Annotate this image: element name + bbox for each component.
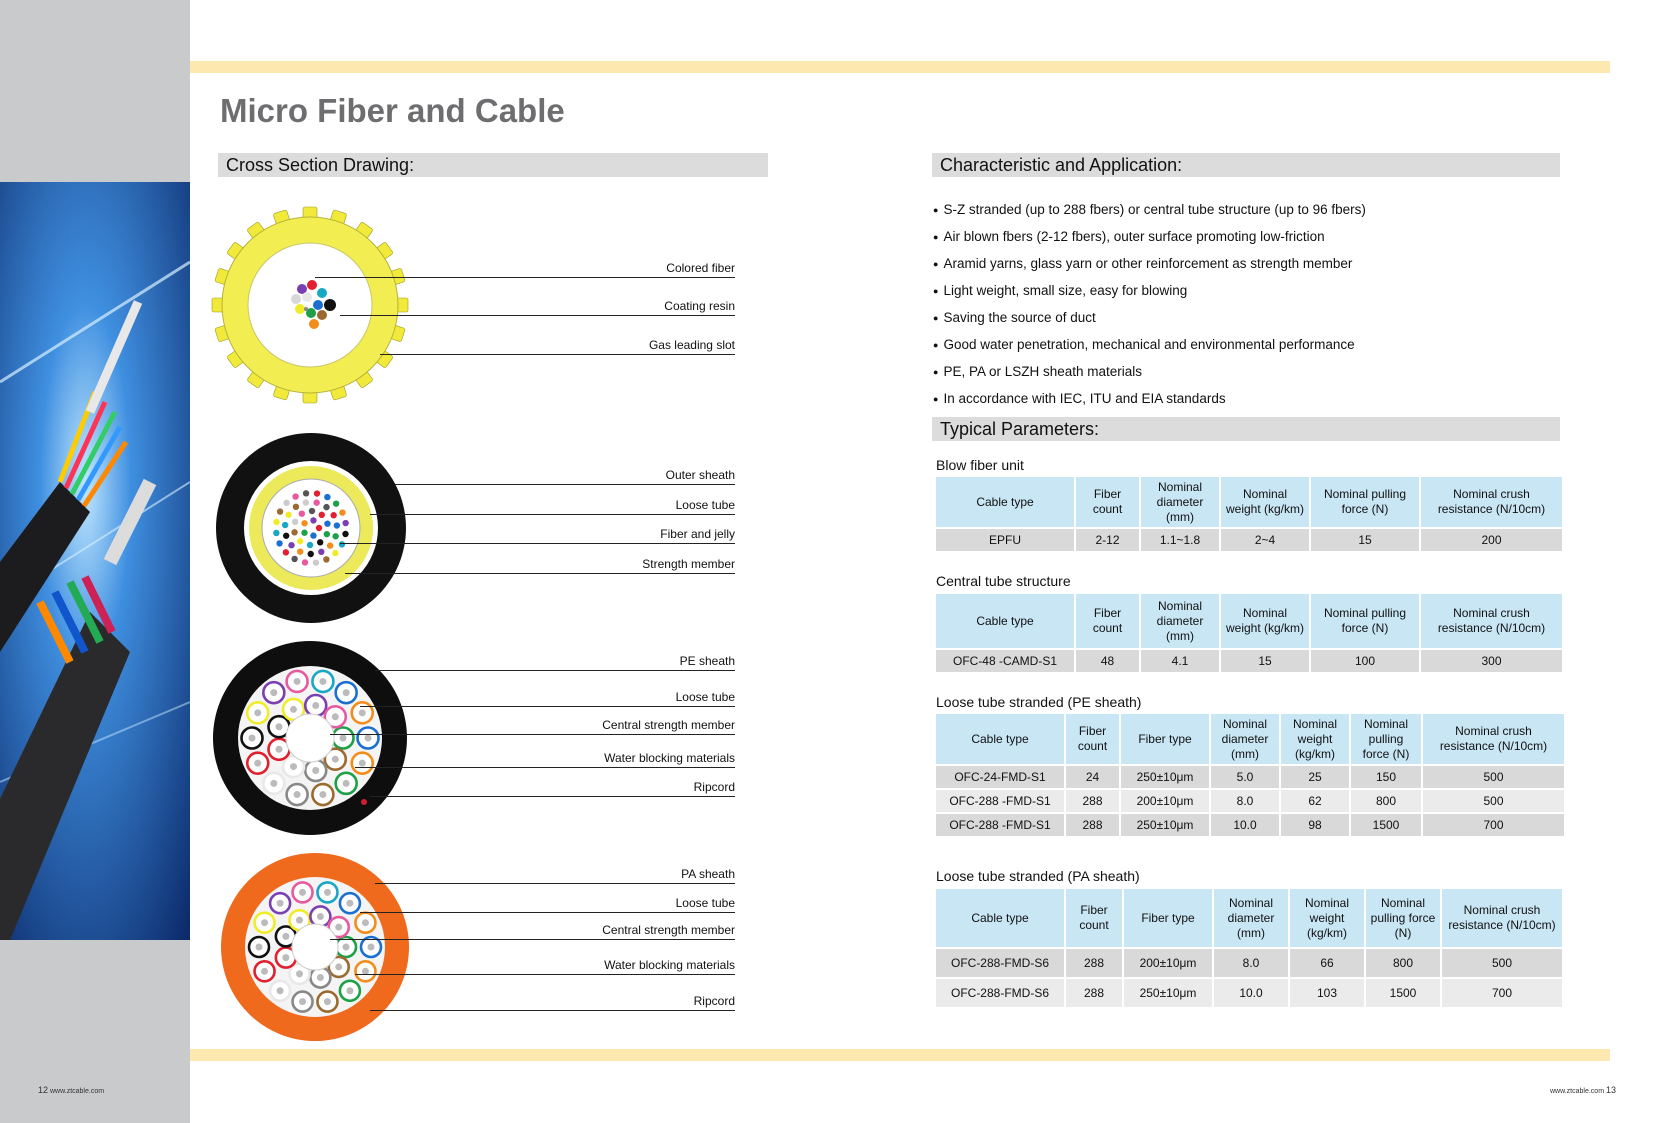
callout-outer-sheath: Outer sheath — [395, 470, 735, 485]
callout-central-strength-member-2: Central strength member — [330, 925, 735, 940]
table-cell: 500 — [1423, 766, 1564, 788]
table-header: Nominal diameter (mm) — [1141, 477, 1219, 527]
table-cell: OFC-288 -FMD-S1 — [936, 814, 1064, 836]
list-item: ● S-Z stranded (up to 288 fbers) or central tube structure (up to 96 fbers) — [933, 197, 1366, 224]
callout-loose-tube-1: Loose tube — [370, 500, 735, 515]
callout-ripcord-1: Ripcord — [370, 782, 735, 797]
table-header: Nominal crush resistance (N/10cm) — [1421, 594, 1562, 648]
top-band — [190, 61, 1610, 73]
table-cell: 800 — [1351, 790, 1421, 812]
table-cell: 1.1~1.8 — [1141, 529, 1219, 551]
callout-pa-sheath: PA sheath — [375, 869, 735, 884]
table-cell: 100 — [1311, 650, 1419, 672]
table-caption: Loose tube stranded (PE sheath) — [936, 694, 1142, 710]
table-cell: 200±10μm — [1124, 949, 1212, 977]
callout-loose-tube-3: Loose tube — [360, 898, 735, 913]
blow-fiber-unit-table — [934, 475, 1564, 553]
table-cell: 500 — [1423, 790, 1564, 812]
table-cell: OFC-24-FMD-S1 — [936, 766, 1064, 788]
table-cell: 800 — [1366, 949, 1440, 977]
cable-photo — [0, 182, 190, 940]
section-heading-typical-parameters: Typical Parameters: — [932, 417, 1560, 441]
list-item: ● In accordance with IEC, ITU and EIA standards — [933, 386, 1366, 413]
table-header: Nominal weight (kg/km) — [1221, 477, 1309, 527]
table-header: Cable type — [936, 714, 1064, 764]
table-cell: OFC-288 -FMD-S1 — [936, 790, 1064, 812]
table-header: Fiber type — [1121, 714, 1209, 764]
table-cell: 15 — [1221, 650, 1309, 672]
table-row — [936, 949, 1562, 977]
table-cell: 10.0 — [1214, 979, 1288, 1007]
table-header: Nominal weight (kg/km) — [1281, 714, 1349, 764]
table-row — [936, 979, 1562, 1007]
table-cell: 250±10μm — [1124, 979, 1212, 1007]
table-cell: 288 — [1066, 790, 1119, 812]
table-header: Nominal weight (kg/km) — [1290, 889, 1364, 947]
table-cell: 1500 — [1366, 979, 1440, 1007]
table-cell: 15 — [1311, 529, 1419, 551]
callout-fiber-and-jelly: Fiber and jelly — [340, 529, 735, 544]
pe-sheath-table — [934, 712, 1566, 838]
table-cell: OFC-288-FMD-S6 — [936, 949, 1064, 977]
table-row — [936, 790, 1564, 812]
table-header: Nominal pulling force (N) — [1311, 477, 1419, 527]
table-cell: OFC-288-FMD-S6 — [936, 979, 1064, 1007]
table-caption: Loose tube stranded (PA sheath) — [936, 868, 1140, 884]
table-header: Nominal diameter (mm) — [1141, 594, 1219, 648]
central-tube-table — [934, 592, 1564, 674]
table-header: Nominal pulling force (N) — [1351, 714, 1421, 764]
table-cell: 103 — [1290, 979, 1364, 1007]
callout-water-blocking-2: Water blocking materials — [355, 960, 735, 975]
table-cell: OFC-48 -CAMD-S1 — [936, 650, 1074, 672]
section-heading-cross-section: Cross Section Drawing: — [218, 153, 768, 177]
list-item: ● PE, PA or LSZH sheath materials — [933, 359, 1366, 386]
table-header: Fiber type — [1124, 889, 1212, 947]
table-row — [936, 650, 1562, 672]
footer-url-left: www.ztcable.com — [49, 1088, 105, 1095]
callout-strength-member-1: Strength member — [345, 559, 735, 574]
table-cell: 2~4 — [1221, 529, 1309, 551]
table-cell: 8.0 — [1211, 790, 1279, 812]
table-header: Fiber count — [1076, 594, 1139, 648]
list-item: ● Good water penetration, mechanical and environmental performance — [933, 332, 1366, 359]
table-cell: 2-12 — [1076, 529, 1139, 551]
table-header: Cable type — [936, 477, 1074, 527]
table-row — [936, 766, 1564, 788]
table-caption: Blow fiber unit — [936, 457, 1024, 473]
table-cell: 5.0 — [1211, 766, 1279, 788]
table-header: Nominal crush resistance (N/10cm) — [1442, 889, 1562, 947]
callout-gas-leading-slot: Gas leading slot — [380, 340, 735, 355]
table-cell: 10.0 — [1211, 814, 1279, 836]
table-cell: 1500 — [1351, 814, 1421, 836]
footer-url-right: www.ztcable.com — [1549, 1088, 1605, 1095]
table-cell: 66 — [1290, 949, 1364, 977]
characteristics-list — [933, 197, 1366, 413]
table-cell: 25 — [1281, 766, 1349, 788]
table-cell: EPFU — [936, 529, 1074, 551]
table-header: Cable type — [936, 594, 1074, 648]
page-number-right: 13 — [1605, 1085, 1616, 1095]
table-header: Fiber count — [1066, 714, 1119, 764]
list-item: ● Light weight, small size, easy for blowing — [933, 278, 1366, 305]
page-number-left: 12 — [38, 1085, 49, 1095]
callout-loose-tube-2: Loose tube — [360, 692, 735, 707]
list-item: ● Saving the source of duct — [933, 305, 1366, 332]
section-heading-characteristics: Characteristic and Application: — [932, 153, 1560, 177]
table-cell: 288 — [1066, 814, 1119, 836]
table-header: Nominal pulling force (N) — [1311, 594, 1419, 648]
footer-left — [38, 1085, 104, 1095]
table-header: Fiber count — [1066, 889, 1122, 947]
table-header: Cable type — [936, 889, 1064, 947]
table-cell: 200±10μm — [1121, 790, 1209, 812]
table-cell: 250±10μm — [1121, 766, 1209, 788]
table-cell: 24 — [1066, 766, 1119, 788]
table-header: Nominal diameter (mm) — [1214, 889, 1288, 947]
page-title: Micro Fiber and Cable — [220, 92, 565, 129]
callout-water-blocking-1: Water blocking materials — [355, 753, 735, 768]
table-cell: 300 — [1421, 650, 1562, 672]
table-header: Nominal diameter (mm) — [1211, 714, 1279, 764]
table-caption: Central tube structure — [936, 573, 1071, 589]
list-item: ● Aramid yarns, glass yarn or other reinforcement as strength member — [933, 251, 1366, 278]
callout-pe-sheath: PE sheath — [375, 656, 735, 671]
list-item: ● Air blown fbers (2-12 fbers), outer surface promoting low-friction — [933, 224, 1366, 251]
callout-ripcord-2: Ripcord — [370, 996, 735, 1011]
table-cell: 48 — [1076, 650, 1139, 672]
pa-sheath-table — [934, 887, 1564, 1009]
table-cell: 150 — [1351, 766, 1421, 788]
footer-right — [1550, 1085, 1616, 1095]
table-cell: 8.0 — [1214, 949, 1288, 977]
table-cell: 288 — [1066, 979, 1122, 1007]
table-header: Nominal weight (kg/km) — [1221, 594, 1309, 648]
table-cell: 700 — [1423, 814, 1564, 836]
bottom-band — [190, 1049, 1610, 1061]
table-cell: 500 — [1442, 949, 1562, 977]
table-cell: 4.1 — [1141, 650, 1219, 672]
table-cell: 62 — [1281, 790, 1349, 812]
table-row — [936, 529, 1562, 551]
table-cell: 700 — [1442, 979, 1562, 1007]
table-header: Nominal pulling force (N) — [1366, 889, 1440, 947]
central-tube-drawing — [215, 432, 407, 624]
callout-coating-resin: Coating resin — [340, 301, 735, 316]
table-cell: 288 — [1066, 949, 1122, 977]
table-cell: 98 — [1281, 814, 1349, 836]
table-cell: 250±10μm — [1121, 814, 1209, 836]
table-header: Fiber count — [1076, 477, 1139, 527]
table-row — [936, 814, 1564, 836]
table-cell: 200 — [1421, 529, 1562, 551]
table-header: Nominal crush resistance (N/10cm) — [1423, 714, 1564, 764]
table-header: Nominal crush resistance (N/10cm) — [1421, 477, 1562, 527]
callout-colored-fiber: Colored fiber — [315, 263, 735, 278]
callout-central-strength-member-1: Central strength member — [330, 720, 735, 735]
